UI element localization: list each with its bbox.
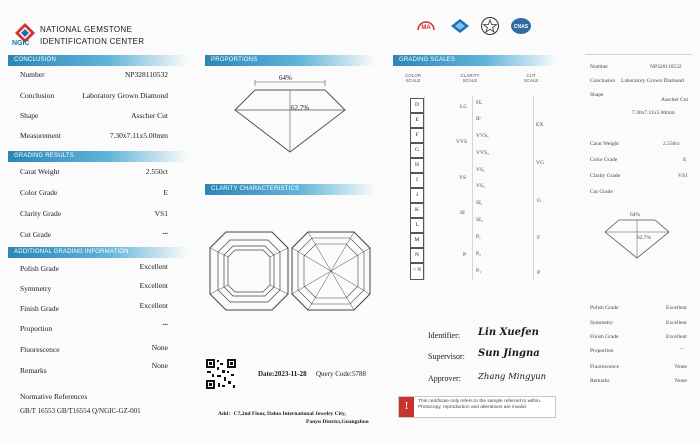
approver-label: Approver: xyxy=(428,374,461,383)
summary-depth-percentage: 62.7% xyxy=(637,235,652,241)
extra-value-fluorescence: None xyxy=(151,343,168,352)
grading-scales-header: GRADING SCALES xyxy=(393,55,558,66)
cnas-badge-icon xyxy=(510,17,532,35)
cut-grade-p: P xyxy=(537,270,541,276)
conclusion-label-conclusion: Conclusion xyxy=(20,91,55,100)
query-code-row xyxy=(316,370,366,378)
clarity-characteristics-header: CLARITY CHARACTERISTICS xyxy=(205,184,375,195)
color-scale-header: COLOR SCALE xyxy=(404,73,421,83)
summary-finish-value: Excellent xyxy=(666,334,687,340)
accreditation-badge xyxy=(510,17,532,40)
normative-text: GB/T 16553 GB/T16554 Q/NGIC-GZ-001 xyxy=(20,407,141,415)
clarity-scale-axis xyxy=(472,96,473,280)
conclusion-value-conclusion: Laboratory Grown Diamond xyxy=(82,91,168,100)
summary-symmetry-value: Excellent xyxy=(666,320,687,326)
grade-value-color: E xyxy=(163,188,168,197)
cut-grade-f: F xyxy=(537,235,541,241)
clarity-grade-if: IF xyxy=(476,116,481,122)
color-grade-k: K xyxy=(410,203,424,218)
cut-grade-vg: VG xyxy=(536,160,544,166)
summary-proportion-label: Proportion xyxy=(590,348,614,354)
color-scale-axis xyxy=(424,96,425,280)
color-grade-below-n: < N xyxy=(410,263,424,280)
clarity-grade-p3: P₃ xyxy=(476,268,481,274)
color-grade-i: I xyxy=(410,173,424,188)
grading-results-header: GRADING RESULTS xyxy=(8,151,188,162)
color-grade-g: G xyxy=(410,143,424,158)
grade-value-clarity: VS1 xyxy=(154,209,168,218)
clarity-grade-p1: P₁ xyxy=(476,234,481,240)
conclusion-value-measurement: 7.30x7.11x5.00mm xyxy=(109,131,168,140)
clarity-group-vs: VS xyxy=(459,175,467,181)
summary-polish-value: Excellent xyxy=(666,305,687,311)
extra-label-remarks: Remarks xyxy=(20,366,47,375)
pavilion-view-diagram xyxy=(290,230,372,312)
table-percentage: 64% xyxy=(279,74,292,82)
badge-text: CNAS xyxy=(513,24,529,30)
summary-shape-value: Asscher Cut xyxy=(661,97,689,103)
cut-scale-header: CUT SCALE xyxy=(523,73,539,83)
clarity-group-lc: LC xyxy=(460,104,468,110)
ma-seal-icon xyxy=(416,18,436,34)
summary-proportion-value: ... xyxy=(680,345,685,351)
color-grade-j: J xyxy=(410,188,424,203)
summary-remarks-label: Remarks xyxy=(590,378,610,384)
diamond-emblem xyxy=(450,18,470,39)
clarity-group-p: P xyxy=(463,252,467,258)
date-label: Date: xyxy=(258,370,275,378)
clarity-grade-si1: SI₁ xyxy=(476,200,483,206)
conclusion-header: CONCLUSION xyxy=(8,55,188,66)
color-grade-l: L xyxy=(410,218,424,233)
crown-view-diagram xyxy=(208,230,290,312)
notice-text: This certificate only refers to the sample referred to within. Photocopy, reproduction and alterations are invalid. xyxy=(418,399,542,410)
clarity-grade-fl: FL xyxy=(476,100,483,106)
extra-value-proportion: ... xyxy=(162,318,168,327)
org-name-line2: IDENTIFICATION CENTER xyxy=(40,37,145,46)
star-seal-icon xyxy=(480,16,500,36)
extra-label-fluorescence: Fluorescence xyxy=(20,345,60,354)
summary-shape-label: Shape xyxy=(590,92,604,98)
approver-signature: Zhang Mingyun xyxy=(478,372,547,382)
identifier-signature: Lin Xuefen xyxy=(478,327,539,338)
summary-conclusion-value: Laboratory Grown Diamond xyxy=(621,78,684,84)
extra-value-polish: Excellent xyxy=(139,262,168,271)
depth-percentage: 62.7% xyxy=(291,104,310,112)
clarity-grade-vvs2: VVS₂ xyxy=(476,150,489,156)
clarity-scale-header: CLARITY SCALE xyxy=(460,73,480,83)
summary-cut-label: Cut Grade xyxy=(590,189,613,195)
grade-value-carat: 2.550ct xyxy=(145,167,168,176)
extra-value-finish: Excellent xyxy=(139,301,168,310)
summary-fluorescence-value: None xyxy=(675,364,687,370)
summary-measurement-value: 7.30x7.11x5.00mm xyxy=(632,110,675,116)
summary-card-top-rule xyxy=(585,54,692,55)
clarity-grade-si2: SI₂ xyxy=(476,217,483,223)
color-grade-m: M xyxy=(410,233,424,248)
extra-label-polish: Polish Grade xyxy=(20,264,59,273)
summary-fluorescence-label: Fluorescence xyxy=(590,364,620,370)
address-text1: C7,2nd Floor, Daluo International Jewelry City, xyxy=(233,411,346,417)
grade-label-carat: Carat Weight xyxy=(20,167,60,176)
conclusion-value-number: NP328110532 xyxy=(124,70,168,79)
extra-label-symmetry: Symmetry xyxy=(20,284,52,293)
summary-carat-value: 2.550ct xyxy=(663,141,680,147)
query-code-value: 5788 xyxy=(351,370,366,378)
notice-box xyxy=(398,396,556,418)
diamond-emblem-icon xyxy=(450,18,470,34)
grade-value-cut: ... xyxy=(162,227,168,236)
address-line1 xyxy=(218,409,346,417)
conclusion-label-measurement: Measurement xyxy=(20,131,61,140)
clarity-grade-p2: P₂ xyxy=(476,251,481,257)
clarity-grade-vvs1: VVS₁ xyxy=(476,133,489,139)
query-code-label: Query Code: xyxy=(316,370,352,378)
summary-remarks-value: None xyxy=(675,378,687,384)
summary-polish-label: Polish Grade xyxy=(590,305,619,311)
grade-label-cut: Cut Grade xyxy=(20,230,52,239)
clarity-grade-vs2: VS₂ xyxy=(476,183,485,189)
logo-abbrev: NGIC xyxy=(12,40,30,47)
grade-label-color: Color Grade xyxy=(20,188,58,197)
qr-code xyxy=(205,358,237,390)
clarity-grade-vs1: VS₁ xyxy=(476,167,485,173)
proportions-header: PROPORTIONS xyxy=(205,55,375,66)
cut-scale-axis xyxy=(533,96,534,280)
address-label: Add： xyxy=(218,411,234,417)
extra-label-proportion: Proportion xyxy=(20,324,53,333)
summary-clarity-label: Clarity Grade xyxy=(590,173,621,179)
conclusion-label-shape: Shape xyxy=(20,111,39,120)
summary-conclusion-label: Conclusion xyxy=(590,78,616,84)
color-grade-e: E xyxy=(410,113,424,128)
color-grade-n: N xyxy=(410,248,424,263)
warning-icon: ! xyxy=(399,397,414,417)
supervisor-label: Supervisor: xyxy=(428,352,465,361)
clarity-group-si: SI xyxy=(460,210,465,216)
extra-value-symmetry: Excellent xyxy=(139,281,168,290)
summary-number-label: Number xyxy=(590,64,609,70)
org-name-line1: NATIONAL GEMSTONE xyxy=(40,25,133,34)
ma-seal-text: MA xyxy=(421,25,431,31)
conclusion-label-number: Number xyxy=(20,70,45,79)
summary-carat-label: Carat Weight xyxy=(590,141,619,147)
summary-number-value: NP328110532 xyxy=(650,64,682,70)
clarity-group-vvs: VVS xyxy=(456,139,468,145)
ma-seal xyxy=(416,18,436,34)
conclusion-value-shape: Asscher Cut xyxy=(131,111,168,120)
extra-label-finish: Finish Grade xyxy=(20,304,59,313)
cut-grade-g: G xyxy=(537,198,541,204)
color-grade-d: D xyxy=(410,98,424,113)
supervisor-signature: Sun Jingna xyxy=(478,348,540,359)
summary-table-percentage: 64% xyxy=(630,212,641,218)
normative-title: Normative References xyxy=(20,392,88,401)
identifier-label: Identifier: xyxy=(428,331,460,340)
address-line2: Panyu District,Guangzhou xyxy=(306,419,369,425)
summary-clarity-value: VS1 xyxy=(678,173,688,179)
grade-label-clarity: Clarity Grade xyxy=(20,209,62,218)
proportion-diagram xyxy=(215,72,365,162)
cut-grade-ex: EX xyxy=(536,122,544,128)
additional-info-header: ADDITIONAL GRADING INFORMATION xyxy=(8,247,188,258)
date-value: 2023-11-28 xyxy=(274,370,307,378)
star-emblem xyxy=(480,16,500,41)
summary-color-label: Color Grade xyxy=(590,157,618,163)
summary-finish-label: Finish Grade xyxy=(590,334,619,340)
color-grade-h: H xyxy=(410,158,424,173)
summary-color-value: E xyxy=(683,157,687,163)
color-grade-f: F xyxy=(410,128,424,143)
report-date-row xyxy=(258,370,307,378)
summary-symmetry-label: Symmetry xyxy=(590,320,613,326)
extra-value-remarks: None xyxy=(151,361,168,370)
